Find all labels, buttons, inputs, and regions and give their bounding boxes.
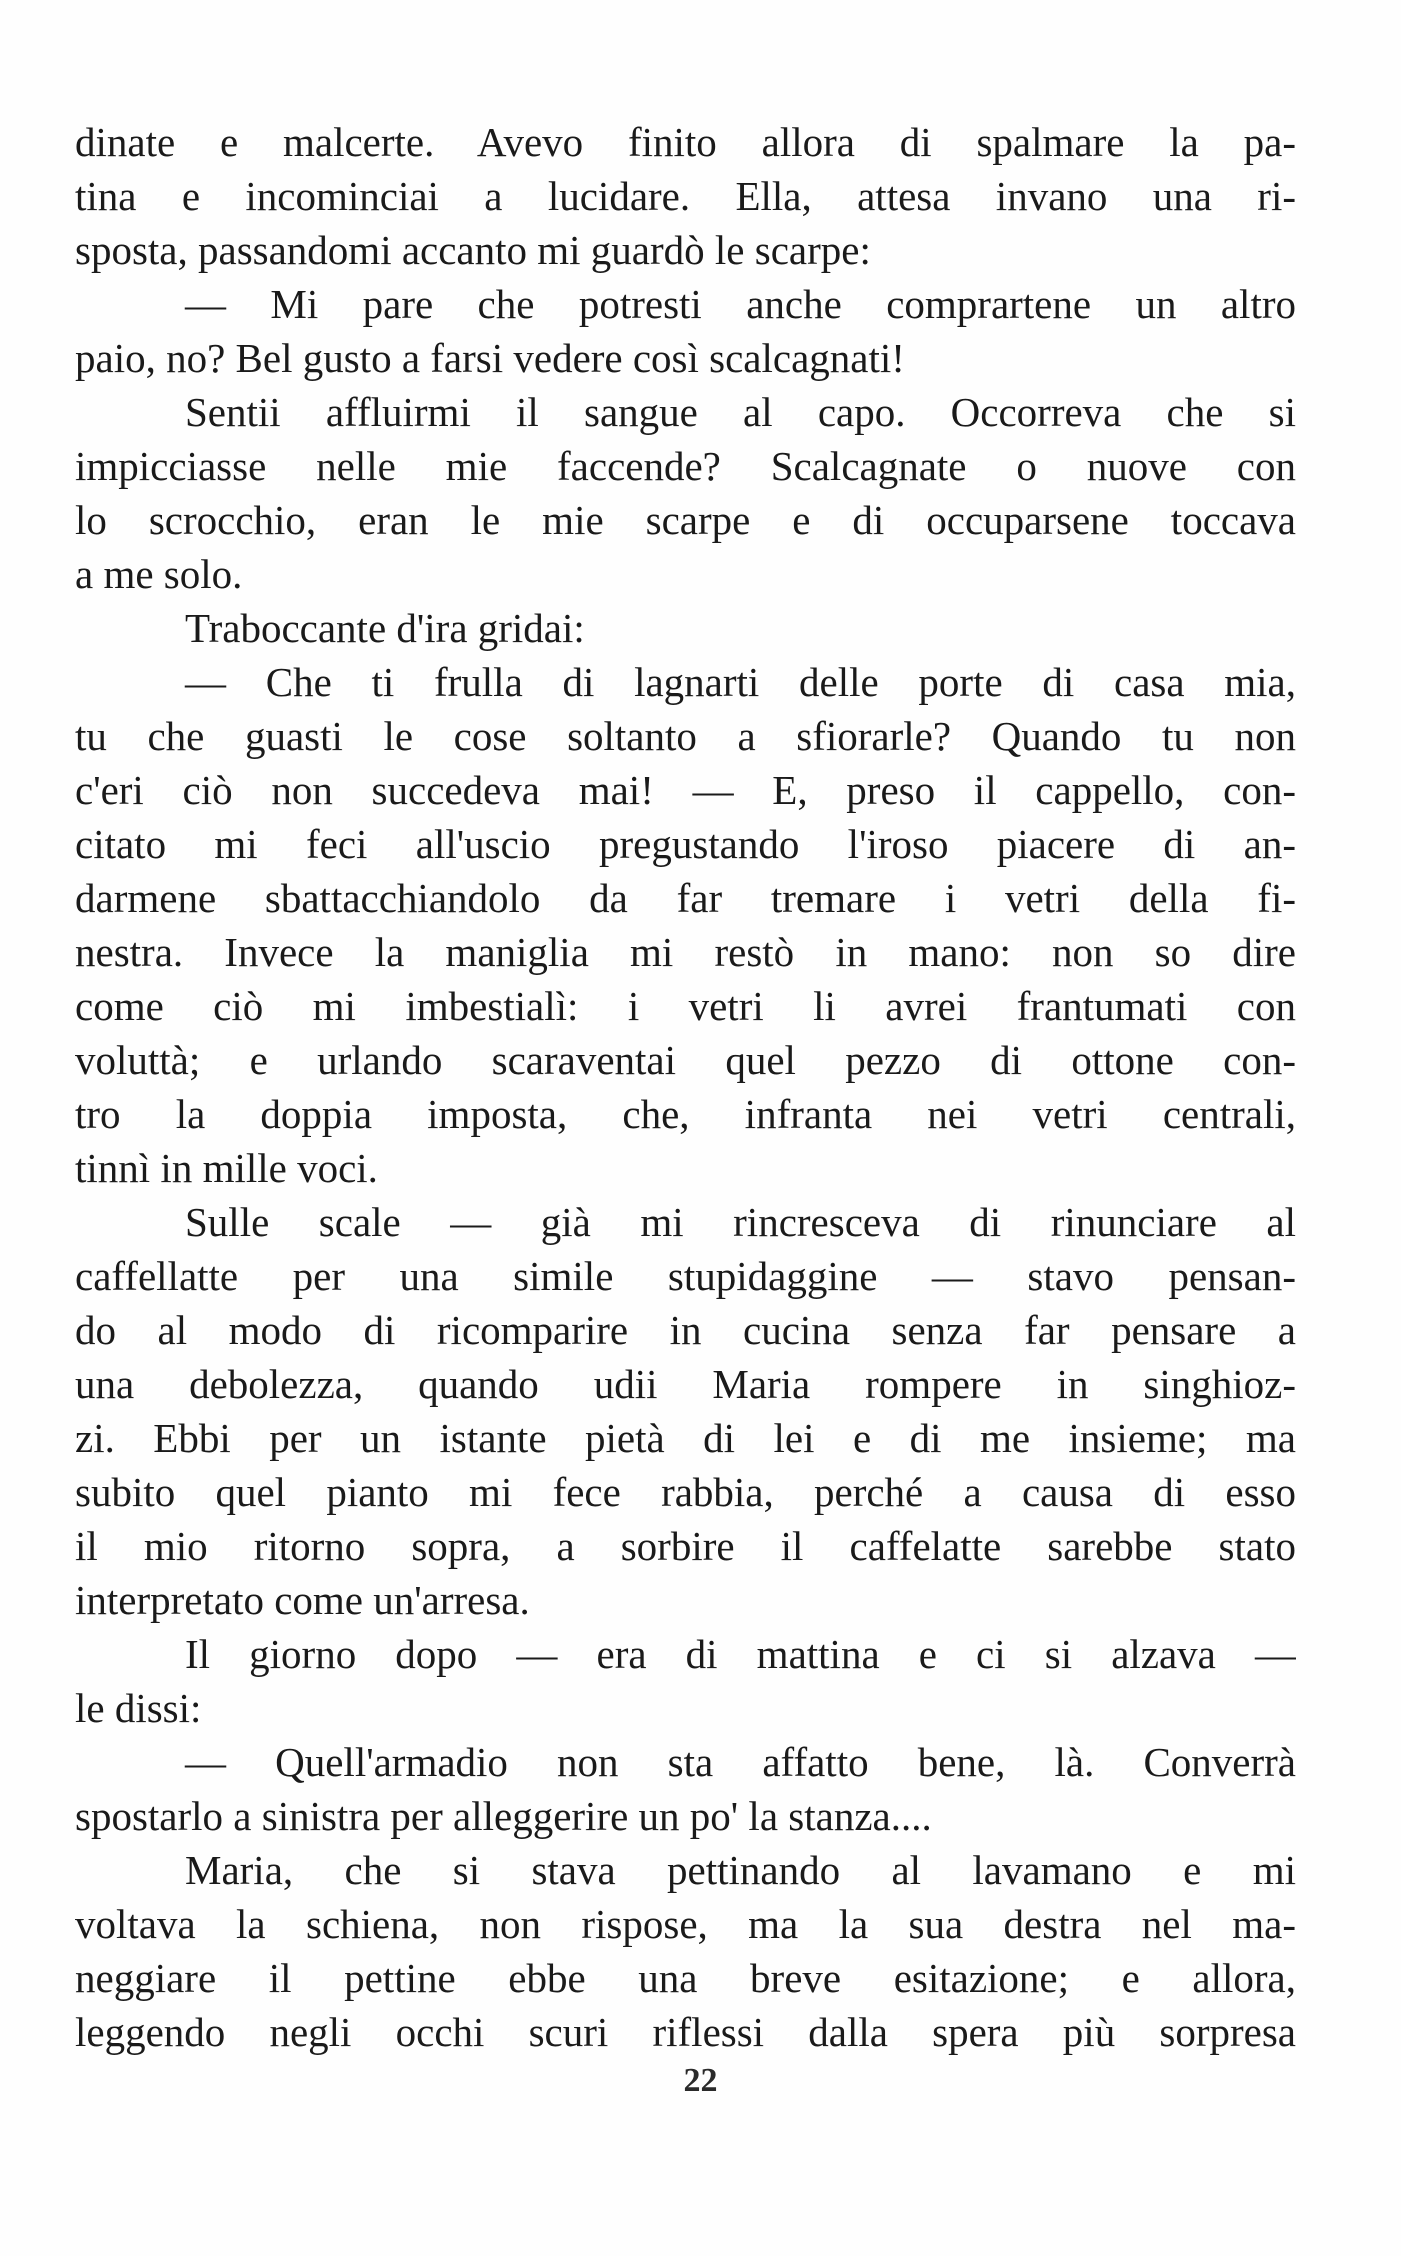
text-line: — Mi pare che potresti anche comprartene un altro (185, 281, 1296, 327)
body-text (75, 115, 1296, 2059)
text-line: nestra. Invece la maniglia mi restò in mano: non so dire (75, 929, 1296, 975)
text-line: — Quell'armadio non sta affatto bene, là. Converrà (185, 1739, 1296, 1785)
text-line: tina e incominciai a lucidare. Ella, attesa invano una ri- (75, 173, 1296, 219)
text-line: lo scrocchio, eran le mie scarpe e di occuparsene toccava (75, 497, 1296, 543)
text-line: interpretato come un'arresa. (75, 1577, 530, 1623)
text-line: citato mi feci all'uscio pregustando l'iroso piacere di an- (75, 821, 1296, 867)
text-line: come ciò mi imbestialì: i vetri li avrei frantumati con (75, 983, 1296, 1029)
text-line: Maria, che si stava pettinando al lavamano e mi (185, 1847, 1296, 1893)
text-line: c'eri ciò non succedeva mai! — E, preso il cappello, con- (75, 767, 1296, 813)
page-number: 22 (683, 2062, 718, 2099)
text-line: voluttà; e urlando scaraventai quel pezzo di ottone con- (75, 1037, 1296, 1083)
text-line: a me solo. (75, 551, 243, 597)
text-line: tu che guasti le cose soltanto a sfiorarle? Quando tu non (75, 713, 1296, 759)
text-line: Sentii affluirmi il sangue al capo. Occorreva che si (185, 389, 1296, 435)
text-line: — Che ti frulla di lagnarti delle porte di casa mia, (185, 659, 1296, 705)
text-line: tinnì in mille voci. (75, 1145, 378, 1191)
text-line: Traboccante d'ira gridai: (185, 605, 585, 651)
text-line: sposta, passandomi accanto mi guardò le scarpe: (75, 227, 871, 273)
text-line: neggiare il pettine ebbe una breve esitazione; e allora, (75, 1955, 1296, 2001)
text-line: caffellatte per una simile stupidaggine — stavo pensan- (75, 1253, 1296, 1299)
text-line: Sulle scale — già mi rincresceva di rinunciare al (185, 1199, 1296, 1245)
text-line: paio, no? Bel gusto a farsi vedere così scalcagnati! (75, 335, 905, 381)
text-line: voltava la schiena, non rispose, ma la sua destra nel ma- (75, 1901, 1296, 1947)
text-line: subito quel pianto mi fece rabbia, perché a causa di esso (75, 1469, 1296, 1515)
text-line: il mio ritorno sopra, a sorbire il caffelatte sarebbe stato (75, 1523, 1296, 1569)
text-line: do al modo di ricomparire in cucina senza far pensare a (75, 1307, 1296, 1353)
text-line: dinate e malcerte. Avevo finito allora di spalmare la pa- (75, 119, 1296, 165)
text-line: zi. Ebbi per un istante pietà di lei e di me insieme; ma (75, 1415, 1296, 1461)
text-line: leggendo negli occhi scuri riflessi dalla spera più sorpresa (75, 2009, 1296, 2055)
text-line: impicciasse nelle mie faccende? Scalcagnate o nuove con (75, 443, 1296, 489)
text-line: darmene sbattacchiandolo da far tremare i vetri della fi- (75, 875, 1296, 921)
text-line: Il giorno dopo — era di mattina e ci si alzava — (185, 1631, 1296, 1677)
text-line: spostarlo a sinistra per alleggerire un po' la stanza.... (75, 1793, 932, 1839)
text-line: le dissi: (75, 1685, 202, 1731)
text-line: una debolezza, quando udii Maria rompere in singhioz- (75, 1361, 1296, 1407)
text-line: tro la doppia imposta, che, infranta nei vetri centrali, (75, 1091, 1296, 1137)
